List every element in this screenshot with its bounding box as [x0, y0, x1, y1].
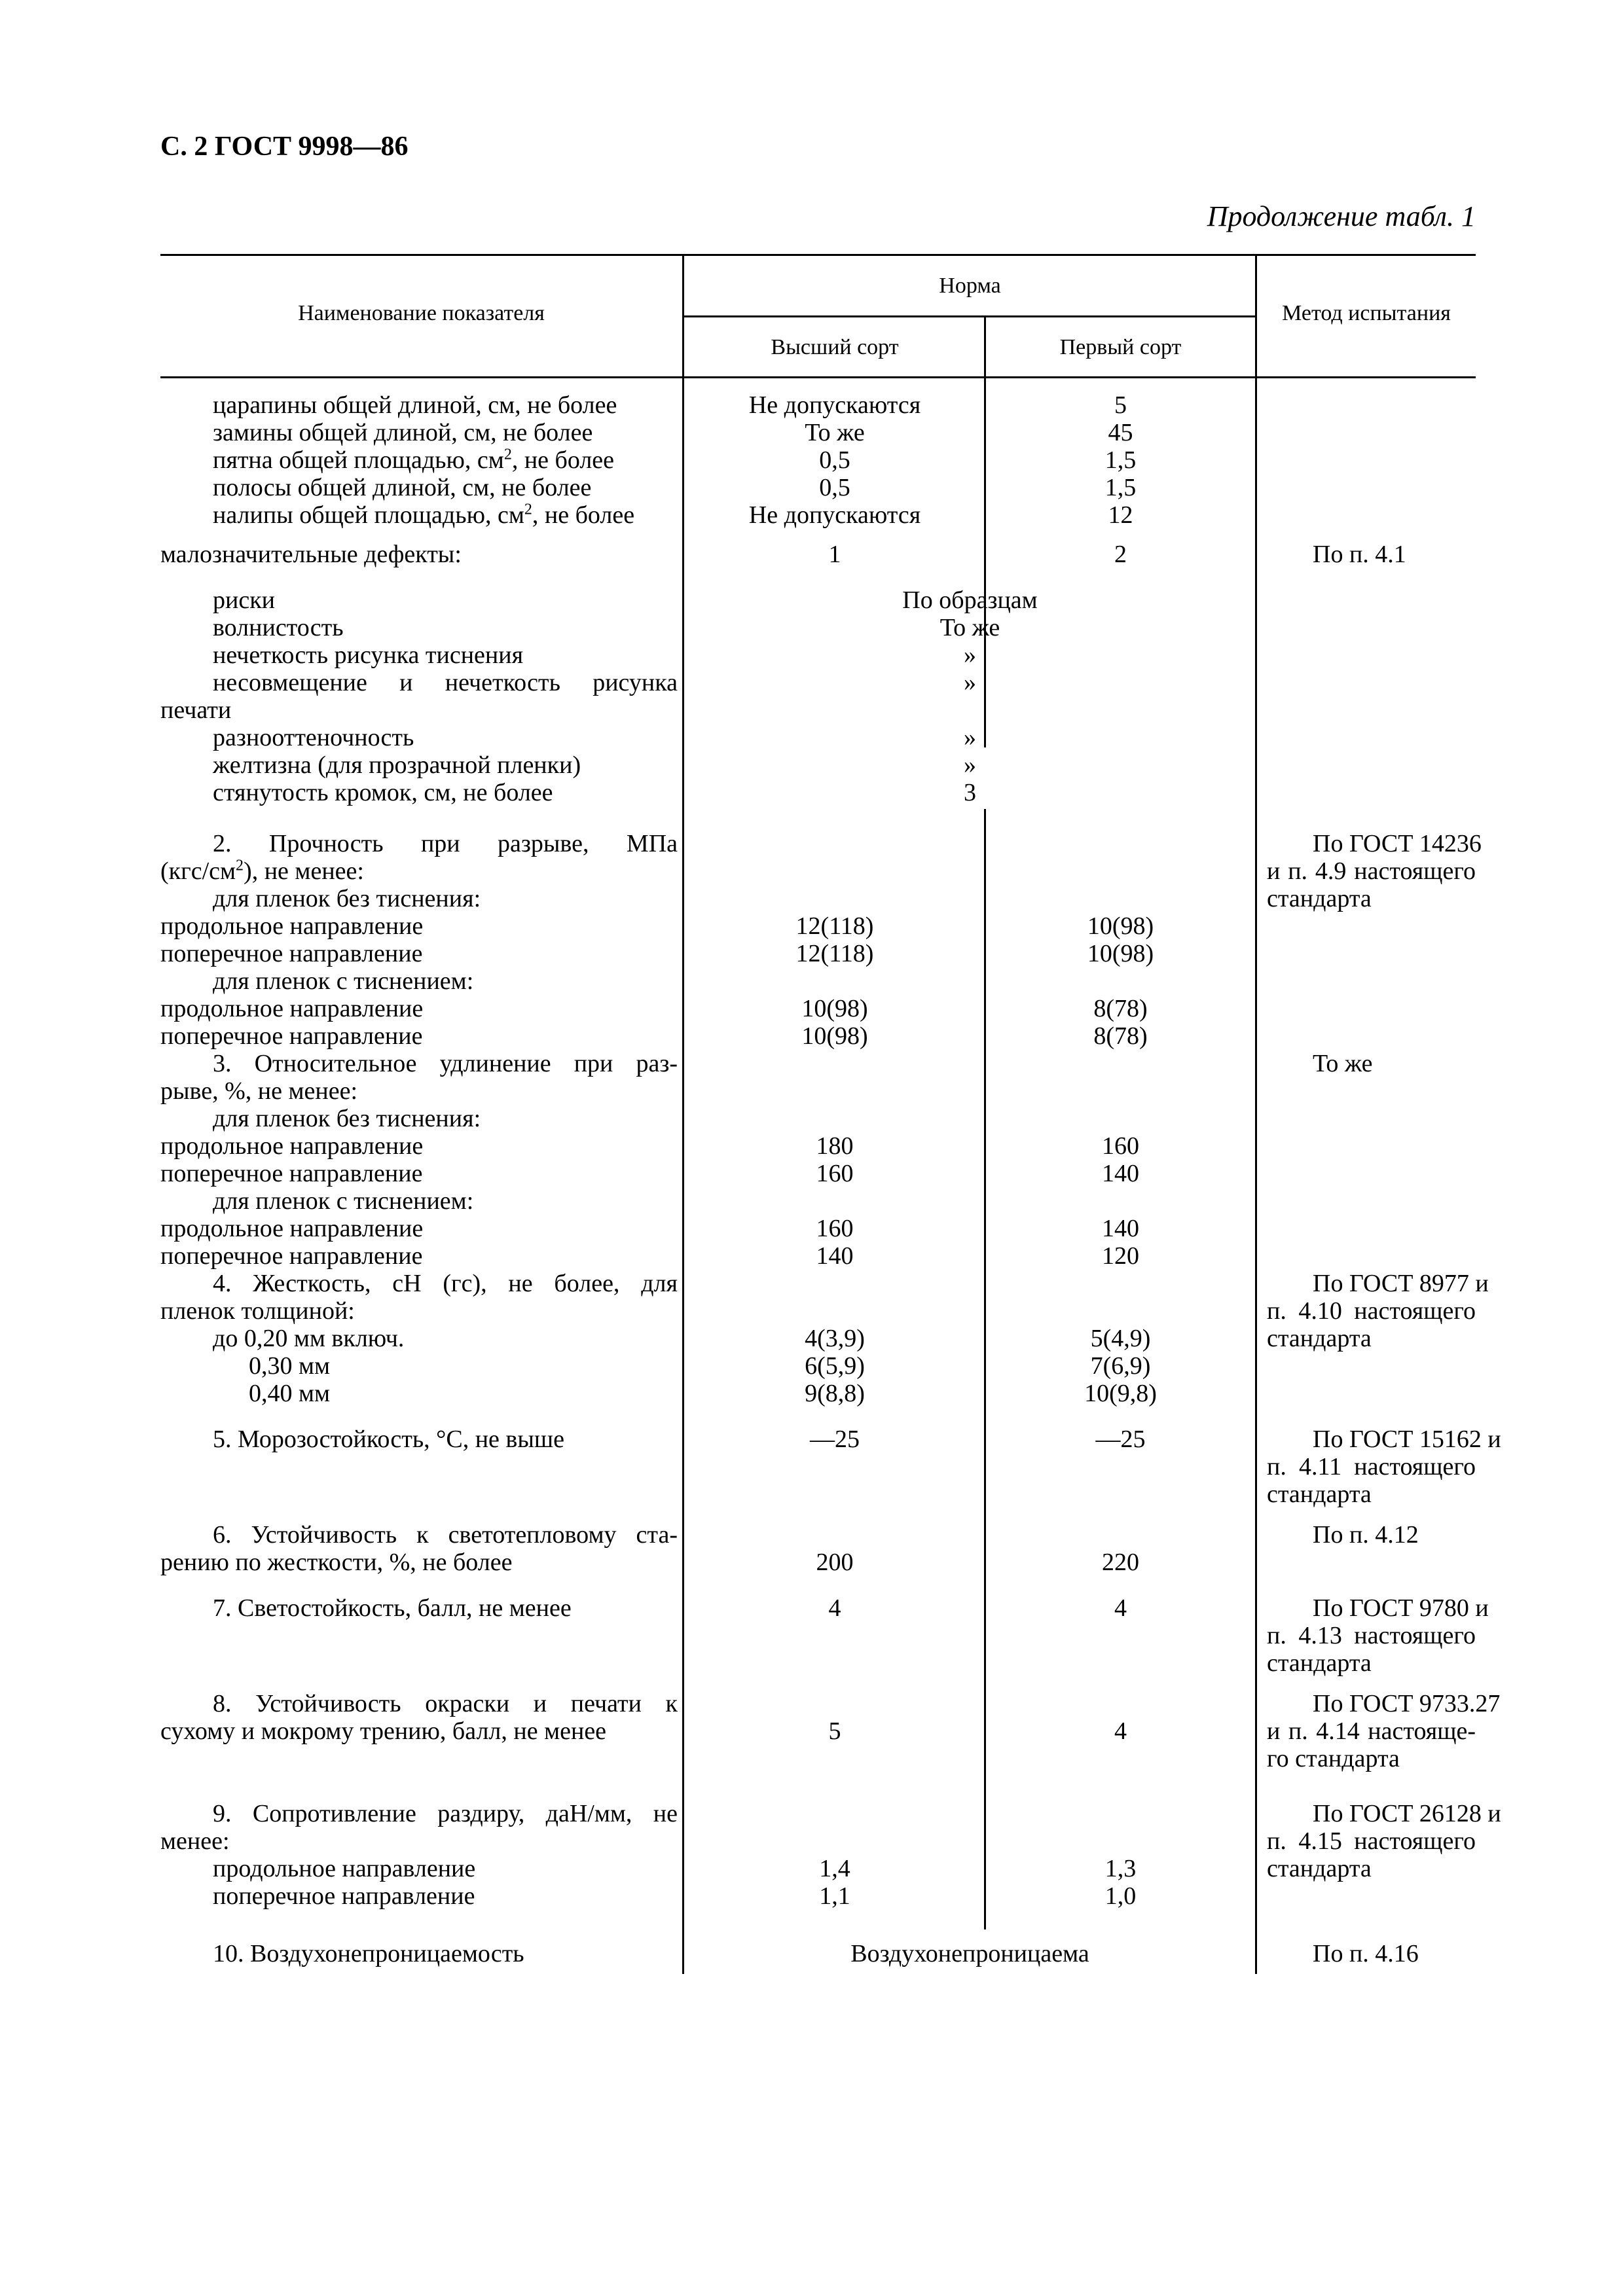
row-defects-first: 5 45 1,5 1,5 12 [1104, 391, 1137, 529]
row-elongation-method: То же [1313, 1050, 1373, 1077]
table-top-rule [160, 254, 1476, 256]
row-tensile-method: По ГОСТ 14236 и п. 4.9 настоящего стандарта [1267, 830, 1482, 912]
row-tensile-strength: 2. Прочность при разрыве, МПа $(кгс/см^2)$, не менее: для пленок без тиснения: продольное направление поперечное направление для пленок с тиснением: продольное направление поперечное направление [160, 830, 678, 1050]
row-tensile-first: 10(98) 10(98) 8(78) 8(78) [1087, 912, 1154, 1050]
row-tear-resistance: 9. Сопротивление раздиру, даН/мм, не менее: продольное направление поперечное направление [160, 1800, 678, 1910]
header-bottom-rule [160, 376, 1476, 378]
row-lightfast-first: 4 [1114, 1594, 1127, 1622]
row-elongation: 3. Относительное удлинение при раз- рыве, %, не менее: для пленок без тиснения: продольное направление поперечное направление для пленок с тиснением: продольное направление поперечное направление [160, 1050, 678, 1270]
norm-subrule [684, 315, 1256, 317]
row-visual-norm: По образцам То же » » » » 3 [902, 586, 1038, 806]
col-header-indicator: Наименование показателя [298, 301, 545, 325]
row-light-heat-aging: 6. Устойчивость к светотепловому ста- рению по жесткости, %, не более [160, 1521, 678, 1576]
row-rub-fastness: 8. Устойчивость окраски и печати к сухому и мокрому трению, балл, не менее [160, 1690, 678, 1745]
col-header-first-grade: Первый сорт [1059, 335, 1182, 359]
table-caption: Продолжение табл. 1 [1207, 200, 1476, 232]
row-stiffness-top: 4(3,9) 6(5,9) 9(8,8) [805, 1325, 865, 1407]
row-light-fastness: 7. Светостойкость, балл, не менее [213, 1594, 572, 1622]
row-minor-top: 1 [828, 541, 841, 568]
row-lightfast-method: По ГОСТ 9780 и п. 4.13 настоящего стандарта [1267, 1594, 1489, 1677]
row-aging-top: 200 [816, 1549, 854, 1576]
spec-table [160, 254, 1501, 1974]
row-aging-method: По п. 4.12 [1313, 1521, 1419, 1549]
row-rub-first: 4 [1114, 1717, 1127, 1745]
row-minor-defects: малозначительные дефекты: [160, 541, 462, 568]
row-tear-top: 1,4 1,1 [819, 1855, 850, 1910]
row-frost-first: —25 [1095, 1426, 1146, 1453]
row-frost-top: —25 [810, 1426, 860, 1453]
row-elongation-top: 180 160 160 140 [816, 1132, 854, 1270]
row-stiffness-first: 5(4,9) 7(6,9) 10(9,8) [1084, 1325, 1157, 1407]
row-stiffness-method: По ГОСТ 8977 и п. 4.10 настоящего стандарта [1267, 1270, 1489, 1352]
row-minor-method: По п. 4.1 [1313, 541, 1406, 568]
row-defects-top: Не допускаются То же 0,5 0,5 Не допускаются [748, 391, 921, 529]
row-air-tightness-method: По п. 4.16 [1313, 1940, 1419, 1967]
row-aging-first: 220 [1102, 1549, 1139, 1576]
row-frost-method: По ГОСТ 15162 и п. 4.11 настоящего стандарта [1267, 1426, 1501, 1508]
row-minor-first: 2 [1114, 541, 1127, 568]
row-tensile-top: 12(118) 12(118) 10(98) 10(98) [795, 912, 874, 1050]
row-tear-method: По ГОСТ 26128 и п. 4.15 настоящего стандарта [1267, 1800, 1501, 1882]
row-elongation-first: 160 140 140 120 [1102, 1132, 1139, 1270]
row-rub-top: 5 [828, 1717, 841, 1745]
col-header-norm: Норма [939, 274, 1001, 298]
row-air-tightness-norm: Воздухонепроницаема [850, 1940, 1089, 1967]
row-visual-defects: риски волнистость нечеткость рисунка тиснения несовмещение и нечеткость рисунка печати разнооттеночность желтизна (для прозрачной пленки) стянутость кромок, см, не более [160, 586, 678, 806]
row-air-tightness: 10. Воздухонепроницаемость [213, 1940, 524, 1967]
col-header-method: Метод испытания [1282, 301, 1451, 325]
row-rub-method: По ГОСТ 9733.27 и п. 4.14 настояще- го стандарта [1267, 1690, 1501, 1772]
row-stiffness: 4. Жесткость, сН (гс), не более, для пленок толщиной: до 0,20 мм включ. 0,30 мм 0,40 мм [160, 1270, 678, 1407]
row-tear-first: 1,3 1,0 [1104, 1855, 1137, 1910]
row-lightfast-top: 4 [828, 1594, 841, 1622]
page-header: С. 2 ГОСТ 9998—86 [160, 132, 409, 162]
row-frost-resistance: 5. Морозостойкость, °С, не выше [213, 1426, 565, 1453]
col-header-top-grade: Высший сорт [771, 335, 899, 359]
row-defects-indicator: царапины общей длиной, см, не более замины общей длиной, см, не более пятна общей площадью, $см^2$, не более полосы общей длиной, см, не более налипы общей площадью, $см^2$, не более [213, 391, 635, 529]
